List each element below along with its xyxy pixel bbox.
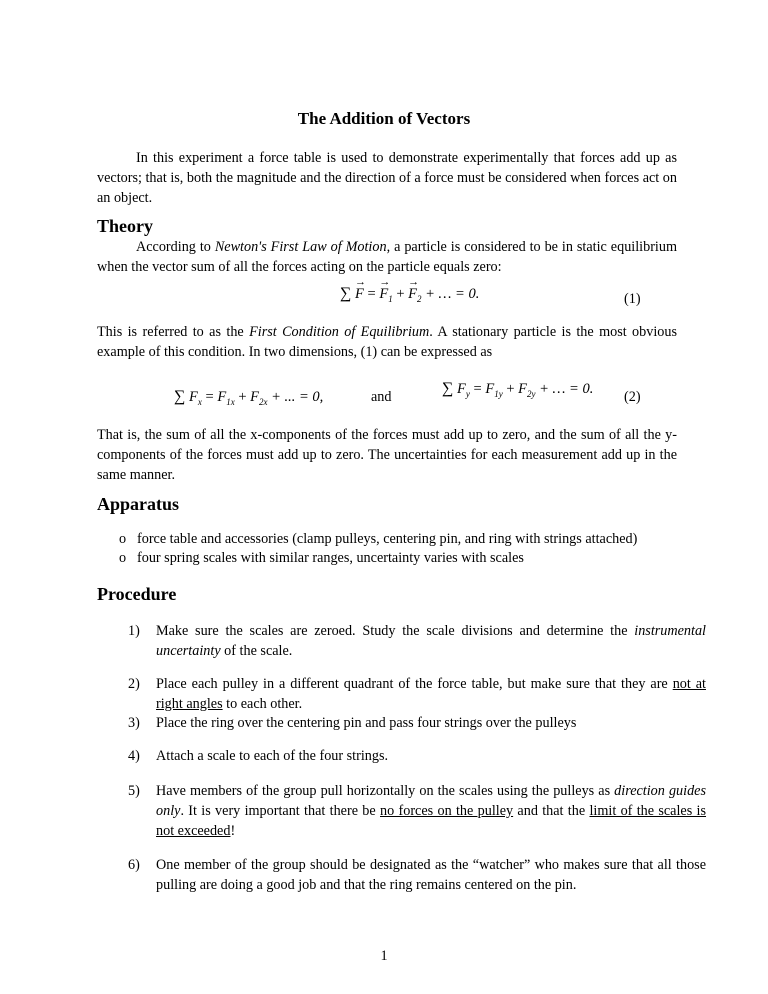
page-title: The Addition of Vectors bbox=[297, 109, 471, 128]
procedure-step-2: 2) Place each pulley in a different quadrant of the force table, but make sure that they are not at right angles to each other. bbox=[128, 676, 706, 712]
equation-1-number: (1) bbox=[624, 291, 641, 307]
equation-1: ∑ → F = → $F_1$ + → $F_2$ + … = 0. bbox=[340, 285, 479, 304]
bullet-icon: o bbox=[119, 550, 127, 566]
procedure-heading: Procedure bbox=[97, 584, 177, 604]
equation-2a: ∑ $F_x = F_{1x} + F_{2x}$ + ... = 0, bbox=[174, 388, 324, 407]
apparatus-item: o four spring scales with similar ranges, uncertainty varies with scales bbox=[119, 550, 524, 566]
procedure-step-6: 6) One member of the group should be designated as the “watcher” who makes sure that all those pulling are doing a good job and that the ring remains centered on the pin. bbox=[128, 857, 706, 893]
page-number: 1 bbox=[380, 948, 388, 964]
apparatus-heading: Apparatus bbox=[97, 494, 180, 514]
intro-paragraph: In this experiment a force table is used to demonstrate experimentally that forces add up as vectors; that is, both the magnitude and the direction of a force must be considered when forces act on an object. bbox=[97, 150, 677, 206]
procedure-step-3: 3) Place the ring over the centering pin and pass four strings over the pulleys bbox=[128, 715, 577, 731]
procedure-step-4: 4) Attach a scale to each of the four strings. bbox=[128, 748, 389, 764]
bullet-icon: o bbox=[119, 531, 127, 547]
equation-2b: ∑ $F_y = F_{1y} + F_{2y}$ + … = 0. bbox=[442, 380, 594, 399]
theory-paragraph-3: That is, the sum of all the x-components of the forces must add up to zero, and the sum of all the y-components of the forces must add up to zero. The uncertainties for each measurement add up in the same manner. bbox=[97, 427, 677, 483]
equation-2-number: (2) bbox=[624, 389, 641, 405]
procedure-step-5: 5) Have members of the group pull horizontally on the scales using the pulleys as direction guides only. It is very important that there be no forces on the pulley and that the limit of the scales is not exceeded! bbox=[128, 783, 707, 839]
procedure-step-1: 1) Make sure the scales are zeroed. Study the scale divisions and determine the instrumental uncertainty of the scale. bbox=[128, 623, 706, 659]
equation-and: and bbox=[371, 389, 392, 405]
theory-paragraph-1: According to Newton's First Law of Motion, a particle is considered to be in static equilibrium when the vector sum of all the forces acting on the particle equals zero: bbox=[97, 239, 677, 275]
apparatus-item: o force table and accessories (clamp pulleys, centering pin, and ring with strings attached) bbox=[119, 531, 638, 547]
theory-paragraph-2: This is referred to as the First Condition of Equilibrium. A stationary particle is the most obvious example of this condition. In two dimensions, (1) can be expressed as bbox=[97, 324, 677, 360]
theory-heading: Theory bbox=[97, 216, 153, 236]
